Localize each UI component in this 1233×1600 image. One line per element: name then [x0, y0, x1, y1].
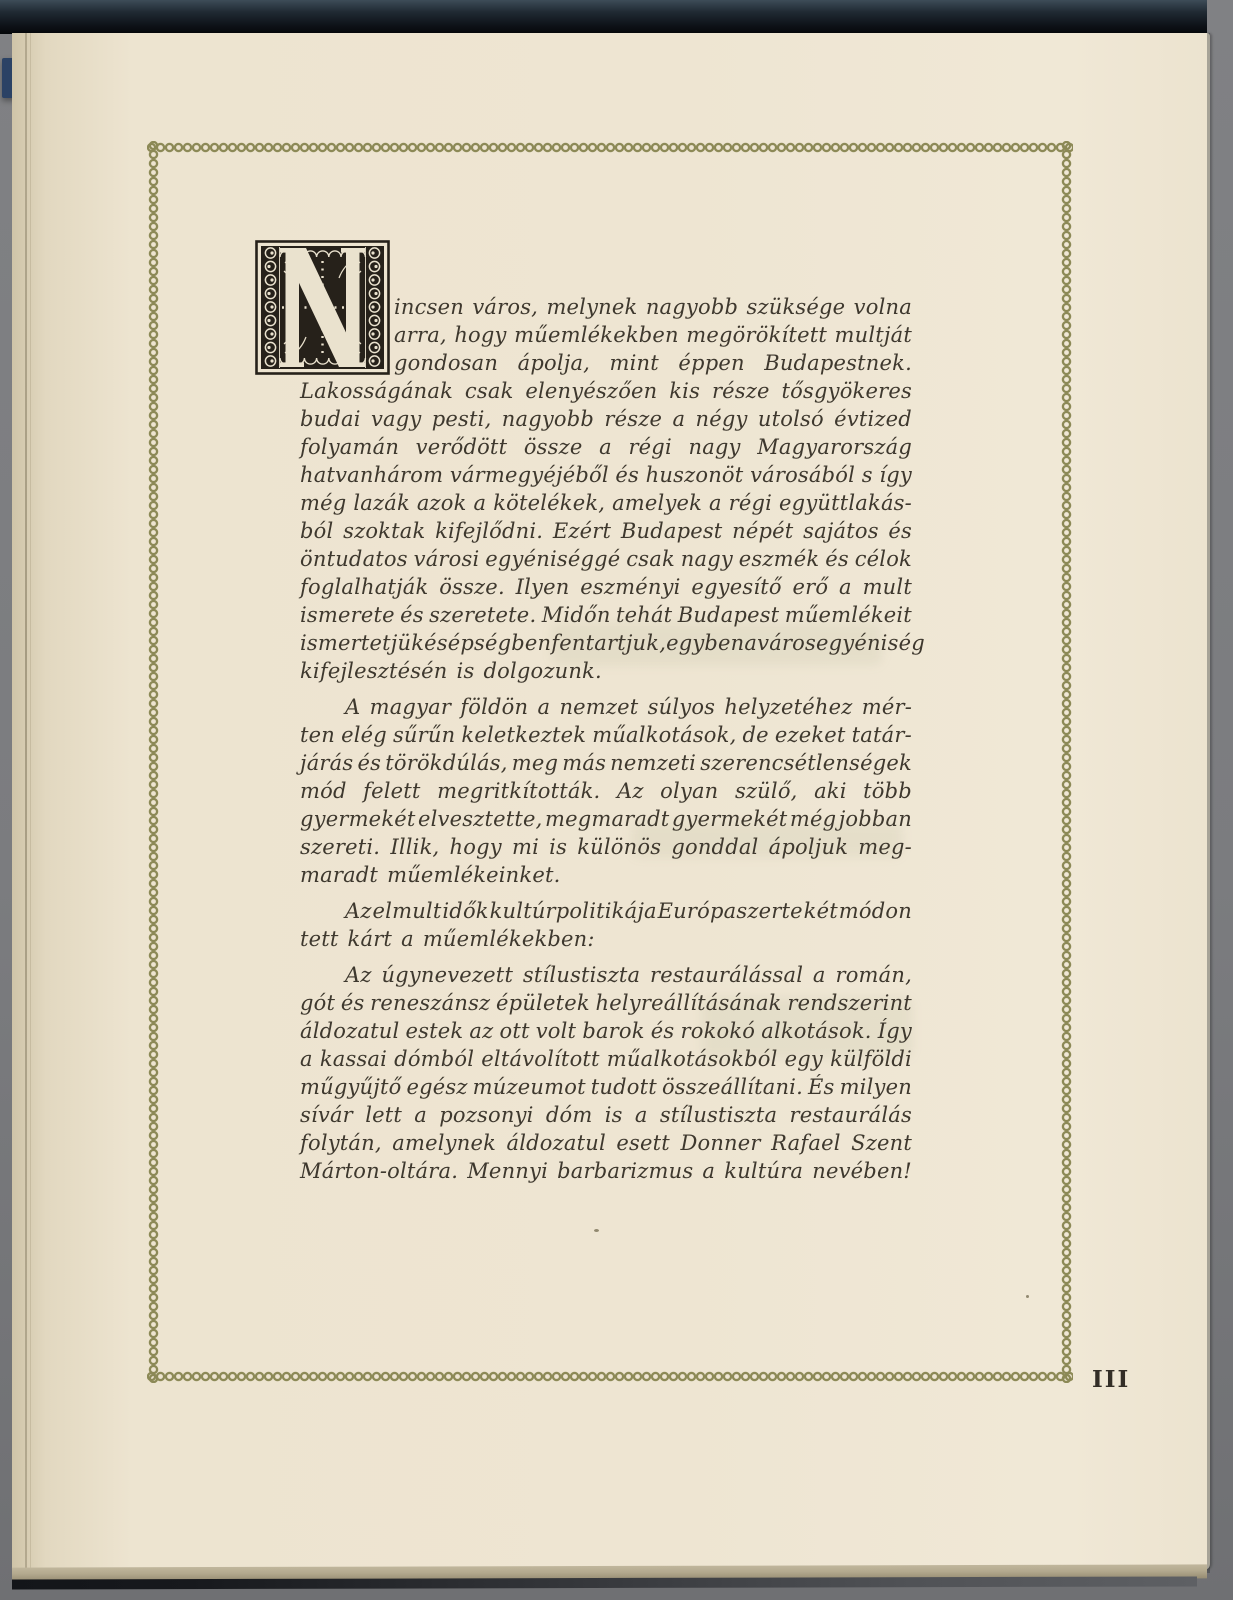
drop-cap-initial-n — [255, 240, 390, 370]
word: dóm — [545, 1103, 593, 1127]
word: összeállítani. — [661, 1075, 803, 1099]
word: ten — [300, 723, 335, 747]
word: Márton-oltára. — [300, 1159, 459, 1183]
word: idők — [442, 899, 489, 923]
word: huszonöt — [645, 463, 744, 487]
word: össze — [523, 435, 583, 459]
text-line — [300, 545, 912, 573]
text-line — [300, 925, 912, 953]
word: ápoljuk — [768, 835, 849, 859]
word: és — [424, 631, 448, 655]
word: mód — [300, 779, 347, 803]
word: fentartjuk, — [551, 631, 667, 655]
word: lazák — [353, 491, 410, 515]
word: esett — [616, 1131, 670, 1155]
word: tett — [300, 927, 339, 951]
word: áldozatul — [506, 1131, 606, 1155]
word: erő — [792, 575, 829, 599]
word: négy — [695, 407, 748, 431]
word: és — [340, 991, 365, 1015]
text-line — [394, 349, 912, 377]
word: mult — [862, 575, 912, 599]
text-line — [300, 1157, 912, 1185]
paragraph — [300, 897, 912, 953]
word: restaurálással — [650, 963, 804, 987]
word: meg — [511, 751, 559, 775]
text-line — [300, 721, 912, 749]
word: incsen — [394, 295, 464, 319]
word: épületek — [496, 991, 590, 1015]
word: gyermekét — [671, 807, 788, 831]
text-line — [300, 777, 912, 805]
text-line — [300, 1073, 912, 1101]
word: eltávolított — [481, 1047, 600, 1071]
text-line — [300, 517, 912, 545]
word: sűrűn — [392, 723, 456, 747]
word: járás — [300, 751, 354, 775]
word: kárt — [347, 927, 393, 951]
word: külföldi — [830, 1047, 912, 1071]
word: különös — [577, 835, 662, 859]
word: reneszánsz — [370, 991, 491, 1015]
text-line — [300, 1129, 912, 1157]
word: műemlékekben — [514, 323, 679, 347]
word: még — [789, 807, 837, 831]
word: mér- — [861, 695, 912, 719]
word: aki — [814, 779, 847, 803]
word: a — [300, 1047, 313, 1071]
word: Lakosságának — [300, 379, 454, 403]
word: Budapestnek. — [764, 351, 912, 375]
word: része — [604, 407, 663, 431]
word: úgynevezett — [381, 963, 514, 987]
word: ismerete — [300, 603, 395, 627]
word: a — [744, 631, 758, 655]
word: verődött — [415, 435, 508, 459]
word: rendszerint — [787, 991, 912, 1015]
word: műemlékeinket. — [387, 863, 561, 887]
word: ápolja, — [517, 351, 591, 375]
word: műalkotások, — [592, 723, 737, 747]
text-line — [300, 693, 912, 721]
word: és — [888, 519, 912, 543]
word: barok — [582, 1019, 645, 1043]
word: dómból — [394, 1047, 475, 1071]
text-line — [300, 861, 912, 889]
word: gyermekét — [300, 807, 416, 831]
word: pesti, — [431, 407, 492, 431]
word: városegyéniség — [757, 631, 925, 655]
word: alkotások. — [761, 1019, 872, 1043]
word: éppen — [678, 351, 745, 375]
text-line — [300, 433, 912, 461]
word: a — [709, 491, 722, 515]
word: estek — [405, 1019, 464, 1043]
word: kifejlesztésén — [300, 659, 448, 683]
word: gondosan — [394, 351, 499, 375]
word: restaurálás — [789, 1103, 912, 1127]
word: és — [615, 463, 639, 487]
word: nevében! — [812, 1159, 912, 1183]
word: stílustiszta — [522, 963, 641, 987]
word: eszményi — [580, 575, 681, 599]
word: szerencsétlenségek — [700, 751, 912, 775]
word: törökdúlás, — [385, 751, 508, 775]
word: Ilyen — [515, 575, 570, 599]
word: nemzeti — [610, 751, 697, 775]
word: egész — [406, 1075, 468, 1099]
word: magyar — [369, 695, 452, 719]
word: célok — [854, 547, 912, 571]
word: öntudatos — [300, 547, 408, 571]
word: mi — [511, 835, 539, 859]
word: Midőn — [541, 603, 611, 627]
word: arra, — [394, 323, 447, 347]
word: A — [345, 695, 361, 719]
word: egy — [784, 1047, 823, 1071]
word: szereti. — [300, 835, 381, 859]
word: a — [537, 695, 551, 719]
word: múzeumot — [472, 1075, 586, 1099]
word: a — [702, 1159, 716, 1183]
word: kassai — [319, 1047, 388, 1071]
word: össze. — [439, 575, 505, 599]
word: pozsonyi — [439, 1103, 534, 1127]
word: súlyos — [647, 695, 716, 719]
text-line — [300, 1045, 912, 1073]
text-line — [300, 989, 912, 1017]
page-right-shadow — [1207, 33, 1210, 1573]
word: megmaradt — [544, 807, 670, 831]
word: városi — [413, 547, 480, 571]
word: gót — [300, 991, 336, 1015]
word: tehát — [615, 603, 673, 627]
word: nagyobb — [645, 295, 739, 319]
text-line — [300, 833, 912, 861]
word: évtized — [834, 407, 912, 431]
word: a — [599, 435, 612, 459]
word: a — [401, 927, 414, 951]
word: barbarizmus — [557, 1159, 694, 1183]
word: a — [812, 963, 826, 987]
text-line — [394, 293, 912, 321]
paper-speck — [1026, 1295, 1029, 1298]
word: áldozatul — [300, 1019, 400, 1043]
word: megritkították. — [437, 779, 601, 803]
word: az — [469, 1019, 494, 1043]
word: ból — [300, 519, 334, 543]
word: régi — [728, 491, 773, 515]
word: budai — [300, 407, 361, 431]
word: így — [879, 463, 912, 487]
word: nemzet — [559, 695, 639, 719]
word: a — [473, 491, 487, 515]
word: földön — [460, 695, 529, 719]
word: Az — [345, 899, 372, 923]
word: város, — [472, 295, 539, 319]
word: elenyészően — [525, 379, 658, 403]
word: és — [650, 1019, 675, 1043]
word: a — [634, 1103, 648, 1127]
text-line — [300, 489, 912, 517]
word: Így — [877, 1019, 912, 1043]
word: még — [300, 491, 347, 515]
word: kifejlődni. — [435, 519, 544, 543]
word: épségben — [447, 631, 552, 655]
word: kis — [669, 379, 701, 403]
word: szeretete. — [429, 603, 537, 627]
word: És — [808, 1075, 835, 1099]
book-cover-top-edge — [0, 0, 1207, 34]
text-line — [300, 961, 912, 989]
word: ismertetjük — [300, 631, 425, 655]
text-line — [300, 749, 912, 777]
paragraph — [300, 693, 912, 889]
word: elég — [341, 723, 387, 747]
word: kötelékek, — [493, 491, 606, 515]
word: Budapest — [620, 519, 723, 543]
word: Rafael — [771, 1131, 841, 1155]
word: vagy — [370, 407, 422, 431]
gutter-crease — [25, 33, 27, 1570]
word: szüksége — [746, 295, 846, 319]
word: amelynek — [392, 1131, 496, 1155]
word: folyamán — [300, 435, 400, 459]
word: egyben — [666, 631, 745, 655]
word: Illik, — [390, 835, 440, 859]
border-left — [147, 141, 160, 1383]
word: hogy — [449, 835, 502, 859]
word: két — [803, 899, 838, 923]
word: foglalhatják — [300, 575, 429, 599]
word: is — [604, 1103, 623, 1127]
word: régi — [628, 435, 672, 459]
text-line — [394, 321, 912, 349]
word: azok — [416, 491, 467, 515]
word: Magyarország — [757, 435, 912, 459]
word: Az — [345, 963, 372, 987]
text-line — [300, 657, 912, 685]
word: román, — [835, 963, 912, 987]
text-line — [300, 377, 912, 405]
word: Budapest — [677, 603, 780, 627]
text-line — [300, 629, 925, 657]
paragraph — [300, 961, 912, 1185]
word: Mennyi — [467, 1159, 548, 1183]
text-line — [300, 405, 912, 433]
gutter-crease-light — [30, 33, 31, 1570]
word: más — [562, 751, 607, 775]
word: lett — [365, 1103, 403, 1127]
word: folytán, — [300, 1131, 382, 1155]
word: kultúrpolitikája — [489, 899, 657, 923]
paper-speck — [594, 1229, 599, 1232]
word: volna — [853, 295, 912, 319]
word: kultúra — [724, 1159, 804, 1183]
word: gonddal — [671, 835, 759, 859]
word: melynek — [546, 295, 638, 319]
word: elvesztette, — [417, 807, 543, 831]
word: olyan — [660, 779, 719, 803]
border-right — [1060, 141, 1073, 1383]
word: népét — [732, 519, 794, 543]
border-top — [147, 141, 1073, 154]
word: vármegyéjéből — [449, 463, 609, 487]
word: és — [357, 751, 382, 775]
word: milyen — [839, 1075, 912, 1099]
text-line — [300, 1017, 912, 1045]
border-bottom — [147, 1370, 1073, 1383]
word: egyéniséggé — [485, 547, 621, 571]
word: tudott — [590, 1075, 657, 1099]
word: nagy — [680, 547, 733, 571]
word: és — [400, 603, 424, 627]
word: része — [711, 379, 770, 403]
word: nagyobb — [501, 407, 595, 431]
text-line — [300, 1101, 912, 1129]
word: ezeket — [774, 723, 846, 747]
word: nagy — [688, 435, 741, 459]
book-page — [12, 33, 1210, 1570]
word: szoktak — [343, 519, 426, 543]
word: rokokó — [680, 1019, 756, 1043]
word: de — [742, 723, 769, 747]
text-block — [300, 293, 925, 1193]
woodcut-initial-icon — [255, 240, 390, 375]
word: műemlékeit — [784, 603, 912, 627]
word: Az — [616, 779, 644, 803]
word: módon — [838, 899, 912, 923]
text-line — [300, 573, 912, 601]
word: keletkeztek — [461, 723, 587, 747]
word: volt — [535, 1019, 577, 1043]
text-line — [300, 897, 912, 925]
text-line — [300, 461, 912, 489]
word: maradt — [300, 863, 379, 887]
word: sívár — [300, 1103, 353, 1127]
text-line — [300, 805, 912, 833]
word: stílustiszta — [659, 1103, 778, 1127]
word: jobban — [838, 807, 912, 831]
word: sajátos — [803, 519, 879, 543]
word: tősgyökeres — [781, 379, 912, 403]
word: is — [549, 835, 568, 859]
word: tatár- — [851, 723, 912, 747]
word: helyzetéhez — [724, 695, 853, 719]
word: és — [825, 547, 849, 571]
word: dolgozunk. — [483, 659, 602, 683]
word: hogy — [454, 323, 507, 347]
word: a — [839, 575, 852, 599]
word: egyesítő — [691, 575, 782, 599]
word: Szent — [851, 1131, 912, 1155]
page-number: III — [1092, 1366, 1131, 1393]
word: amelyek — [612, 491, 703, 515]
word: megörökített — [686, 323, 827, 347]
word: műemlékekben: — [422, 927, 595, 951]
word: mint — [609, 351, 659, 375]
word: ott — [499, 1019, 530, 1043]
word: Európaszerte — [657, 899, 803, 923]
word: csak — [626, 547, 675, 571]
word: együttlakás- — [779, 491, 912, 515]
word: városából — [750, 463, 856, 487]
page-bottom-shadow — [12, 1576, 1197, 1589]
word: a — [672, 407, 686, 431]
word: is — [456, 659, 475, 683]
word: hatvanhárom — [300, 463, 444, 487]
paragraph — [300, 293, 925, 685]
word: műgyűjtő — [300, 1075, 402, 1099]
word: eszmék — [738, 547, 820, 571]
word: s — [861, 463, 873, 487]
word: meg- — [858, 835, 912, 859]
word: a — [414, 1103, 428, 1127]
word: több — [863, 779, 912, 803]
word: Donner — [680, 1131, 761, 1155]
word: helyreállításának — [595, 991, 782, 1015]
word: szülő, — [734, 779, 798, 803]
word: műalkotásokból — [606, 1047, 778, 1071]
word: Ezért — [552, 519, 612, 543]
word: elmult — [372, 899, 442, 923]
word: multját — [834, 323, 912, 347]
word: felett — [363, 779, 421, 803]
word: utolsó — [757, 407, 824, 431]
word: csak — [464, 379, 514, 403]
text-line — [300, 601, 912, 629]
